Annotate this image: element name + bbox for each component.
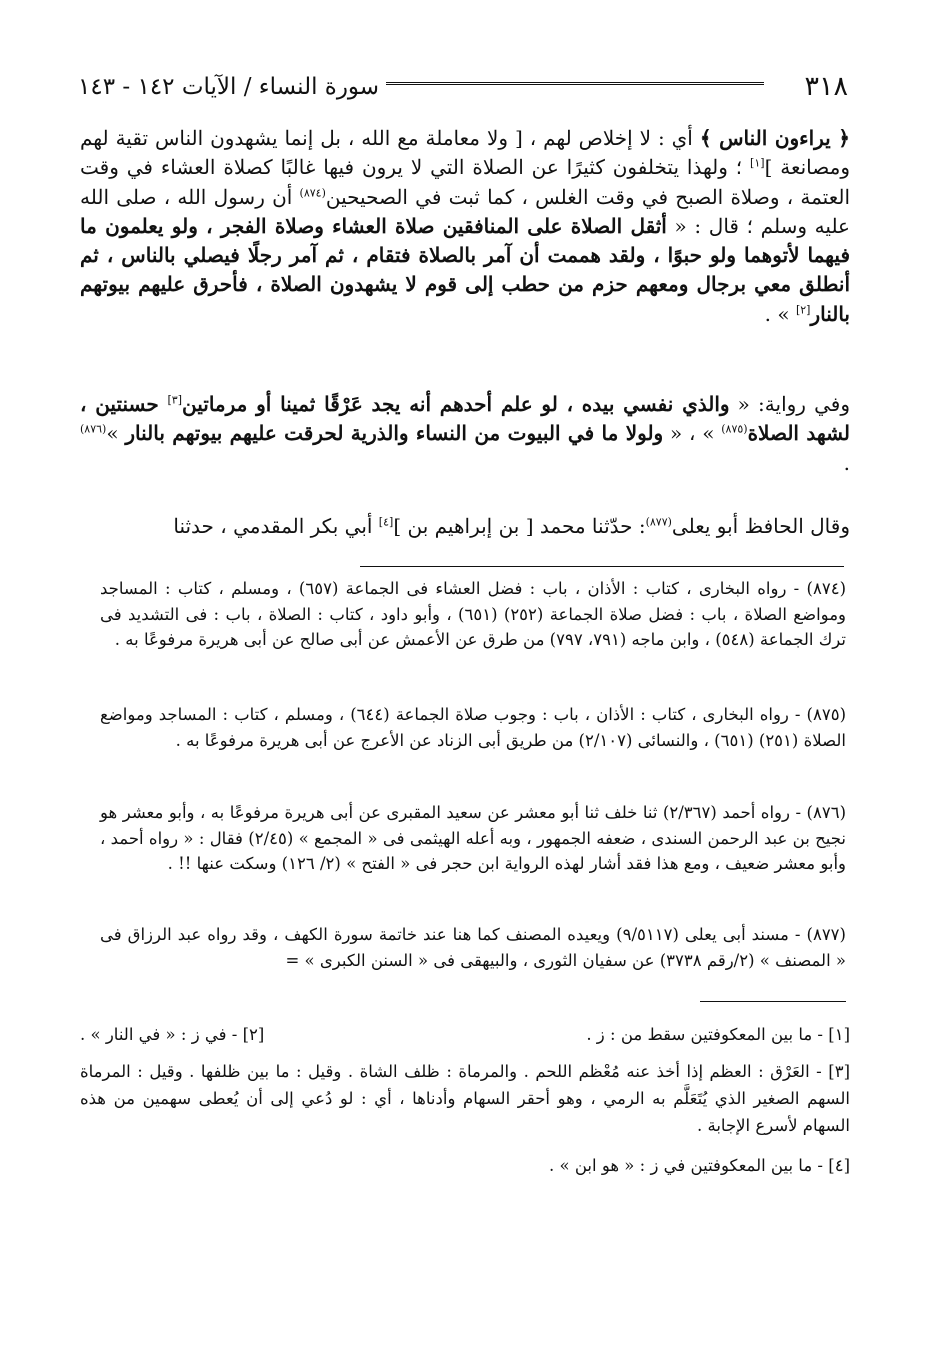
text-run: أي : لا إخلاص لهم ، [ ولا معاملة مع الله ، بل إنما يشهدون الناس تقية لهم ومصانعة ] [80, 126, 850, 180]
text-run: وقال الحافظ أبو يعلى [671, 514, 850, 538]
footnote-ref-877: (٨٧٧) [645, 515, 672, 529]
footnote-ref-874: (٨٧٤) [299, 185, 326, 199]
text-run: ؛ ولهذا يتخلفون كثيرًا عن الصلاة التي لا يرون فيها غالبًا كصلاة العشاء في وقت العتمة ، وصلاة الصبح في وقت الغلس ، كما ثبت في الصحيحين [80, 155, 850, 209]
paragraph-2 [80, 390, 868, 478]
footnote-876: (٨٧٦) - رواه أحمد (٢/٣٦٧) ثنا خلف ثنا أبو معشر عن سعيد المقبرى عن أبى هريرة مرفوعًا به ، وأبو معشر هو نجيح بن عبد الرحمن السندى ، ضعفه الجمهور ، وبه أعله الهيثمى فى « المجمع » (٢/٤٥) فقال : « رواه أحمد ، وأبو معشر ضعيف ، ومع هذا فقد أشار لهذه الرواية ابن حجر فى « الفتح » (٢/ ١٢٦) وسكت عنها !! . [100, 803, 846, 873]
editor-note-2: [٢] - في ز : « في النار » . [80, 1025, 265, 1044]
note-ref-2: [٢] [795, 303, 811, 317]
text-run: » [106, 421, 126, 446]
footnote-separator [360, 566, 844, 567]
note-ref-1: [١] [750, 156, 765, 170]
text-run: . [843, 450, 850, 475]
hadith-text: أثقل الصلاة على المنافقين صلاة العشاء وصلاة الفجر ، ولو يعلمون ما فيهما لأتوهما ولو حبوًا ، ولقد هممت أن آمر بالصلاة فتقام ، ثم آمر رجلًا فيصلي بالناس ، ثم أنطلق معي برجال ومعهم حزم من حطب إلى قوم لا يشهدون الصلاة ، فأحرق عليهم بيوتهم بالنار [80, 213, 850, 326]
editor-note-1: [١] - ما بين المعكوفتين سقط من : ز . [586, 1025, 850, 1044]
editor-note-3: [٣] - العَرْق : العظم إذا أخذ عنه مُعْظم اللحم . والمرماة : ظلف الشاة . وقيل : ما بين ظلفها . وقيل : المرماة السهم الصغير الذي يُتَعَلَّم به الرمي ، وهو أحقر السهام وأدناها ، أي : لو دُعي إلى أن يُعطى سهمين من هذه السهام لأسرع الإجابة . [80, 1062, 850, 1135]
paragraph-1 [80, 124, 850, 329]
text-run: » ، « [663, 421, 722, 446]
paragraph-3 [80, 512, 868, 541]
hadith-text: والذي نفسي بيده ، لو علم أحدهم أنه يجد عَرْقًا ثمينا أو مرماتين [182, 392, 730, 416]
text-run: » . [764, 301, 796, 326]
editor-note-4: [٤] - ما بين المعكوفتين في ز : « هو ابن » . [549, 1156, 850, 1175]
text-run: أن رسول الله ، صلى الله عليه وسلم ؛ قال : « [80, 184, 850, 238]
running-title: سورة النساء / الآيات ١٤٢ - ١٤٣ [78, 74, 380, 100]
notes-row-1 [80, 1021, 850, 1048]
quran-quote: ﴿ يراءون الناس ﴾ [699, 126, 850, 150]
footnote-ref-876: (٨٧٦) [80, 422, 107, 436]
page-header [78, 70, 848, 116]
footnote-875: (٨٧٥) - رواه البخارى ، كتاب : الأذان ، باب : وجوب صلاة الجماعة (٦٤٤) ، ومسلم ، كتاب : المساجد ومواضع الصلاة (٢٥١) (٦٥١) ، والنسائى (٢/١٠٧) من طريق أبى الزناد عن الأعرج عن أبى هريرة مرفوعًا به . [100, 705, 846, 750]
header-rule [386, 82, 764, 85]
page-number: ٣١٨ [804, 71, 848, 102]
text-run: : حدّثنا محمد [ بن إبراهيم بن ] [393, 514, 646, 538]
hadith-text: حسنتين ، لشهد الصلاة [80, 392, 851, 446]
footnote-ref-875: (٨٧٥) [721, 422, 748, 436]
notes-separator [700, 1001, 846, 1002]
note-ref-3: [٣] [167, 393, 182, 407]
note-ref-4: [٤] [378, 515, 394, 529]
hadith-text: ولولا ما في البيوت من النساء والذرية لحرقت عليهم بيوتهم بالنار [125, 421, 664, 446]
text-run: وفي رواية: « [729, 392, 850, 416]
text-run: أبي بكر المقدمي ، حدثنا [173, 514, 379, 538]
footnote-874: (٨٧٤) - رواه البخارى ، كتاب : الأذان ، باب : فضل العشاء فى الجماعة (٦٥٧) ، ومسلم ، كتاب : المساجد ومواضع الصلاة ، باب : فضل صلاة الجماعة (٢٥٢) (٦٥١) ، وأبو داود ، كتاب : الصلاة ، باب : فى التشديد فى ترك الجماعة (٥٤٨) ، وابن ماجه (٧٩١، ٧٩٧) من طرق عن الأعمش عن أبى صالح عن أبى هريرة مرفوعًا به . [100, 579, 847, 649]
footnote-877: (٨٧٧) - مسند أبى يعلى (٩/٥١١٧) ويعيده المصنف كما هنا عند خاتمة سورة الكهف ، وقد رواه عبد الرزاق فى « المصنف » (٢/رقم ٣٧٣٨) عن سفيان الثورى ، والبيهقى فى « السنن الكبرى » = [100, 925, 846, 970]
